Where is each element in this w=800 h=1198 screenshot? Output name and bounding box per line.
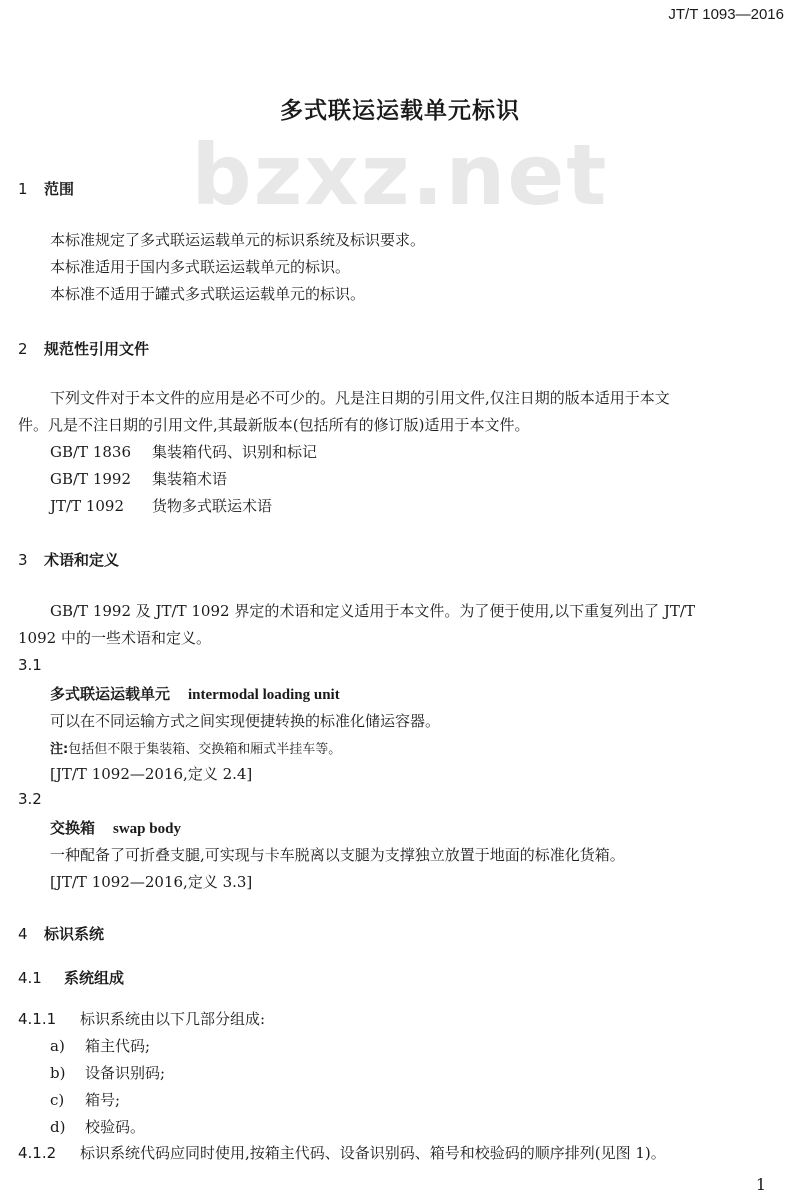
page-number: 1 — [755, 1175, 766, 1194]
term-number: 3.2 — [18, 790, 42, 808]
term-note — [50, 738, 341, 757]
list-text: 箱主代码; — [85, 1037, 151, 1055]
list-marker: b) — [50, 1064, 66, 1082]
term-chinese: 交换箱 — [50, 819, 96, 837]
section-1-heading — [18, 178, 74, 199]
section-4-heading — [18, 923, 104, 944]
term-definition: 可以在不同运输方式之间实现便捷转换的标准化储运容器。 — [50, 712, 441, 730]
section-number: 4 — [18, 925, 28, 943]
section-2-heading — [18, 338, 149, 359]
reference-item — [50, 468, 227, 489]
list-item — [50, 1062, 165, 1083]
paragraph: GB/T 1992 及 JT/T 1092 界定的术语和定义适用于本文件。为了便于使用,以下重复列出了 JT/T — [50, 602, 695, 620]
clause-text: 标识系统代码应同时使用,按箱主代码、设备识别码、箱号和校验码的顺序排列(见图 1)。 — [80, 1144, 666, 1162]
section-number: 3 — [18, 551, 28, 569]
section-title: 标识系统 — [44, 925, 105, 943]
list-text: 箱号; — [85, 1091, 121, 1109]
list-item — [50, 1116, 145, 1137]
reference-code: GB/T 1992 — [50, 470, 132, 488]
paragraph: 本标准不适用于罐式多式联运运载单元的标识。 — [50, 285, 366, 303]
term-heading — [50, 817, 181, 838]
clause-4-1-2 — [18, 1142, 666, 1163]
list-marker: c) — [50, 1091, 65, 1109]
paragraph: 本标准适用于国内多式联运运载单元的标识。 — [50, 258, 351, 276]
section-number: 2 — [18, 340, 28, 358]
subsection-number: 4.1 — [18, 969, 42, 987]
term-source: [JT/T 1092—2016,定义 2.4] — [50, 765, 253, 783]
reference-code: GB/T 1836 — [50, 443, 132, 461]
reference-title: 货物多式联运术语 — [152, 497, 273, 515]
clause-4-1-1 — [18, 1008, 265, 1029]
watermark: bzxz.net — [191, 126, 609, 224]
document-title: 多式联运运载单元标识 — [280, 98, 520, 124]
section-title: 规范性引用文件 — [44, 340, 150, 358]
subsection-title: 系统组成 — [64, 969, 125, 987]
section-number: 1 — [18, 180, 28, 198]
reference-item — [50, 441, 317, 462]
list-text: 校验码。 — [85, 1118, 146, 1136]
term-definition: 一种配备了可折叠支腿,可实现与卡车脱离以支腿为支撑独立放置于地面的标准化货箱。 — [50, 846, 625, 864]
term-english: swap body — [113, 821, 181, 837]
section-title: 术语和定义 — [44, 551, 120, 569]
reference-item — [50, 495, 272, 516]
section-3-heading — [18, 549, 119, 570]
list-text: 设备识别码; — [85, 1064, 166, 1082]
paragraph: 本标准规定了多式联运运载单元的标识系统及标识要求。 — [50, 231, 426, 249]
term-heading — [50, 683, 340, 704]
term-number: 3.1 — [18, 656, 42, 674]
note-text: 包括但不限于集装箱、交换箱和厢式半挂车等。 — [68, 742, 342, 757]
reference-title: 集装箱代码、识别和标记 — [152, 443, 318, 461]
subsection-4-1-heading — [18, 967, 124, 988]
term-chinese: 多式联运运载单元 — [50, 685, 171, 703]
clause-number: 4.1.2 — [18, 1144, 57, 1162]
term-source: [JT/T 1092—2016,定义 3.3] — [50, 873, 253, 891]
clause-number: 4.1.1 — [18, 1010, 57, 1028]
paragraph: 件。凡是不注日期的引用文件,其最新版本(包括所有的修订版)适用于本文件。 — [18, 416, 530, 434]
list-marker: d) — [50, 1118, 66, 1136]
section-title: 范围 — [44, 180, 75, 198]
list-marker: a) — [50, 1037, 65, 1055]
list-item — [50, 1089, 120, 1110]
note-label: 注: — [50, 742, 69, 757]
reference-code: JT/T 1092 — [50, 497, 125, 515]
term-english: intermodal loading unit — [188, 687, 340, 703]
clause-text: 标识系统由以下几部分组成: — [80, 1010, 266, 1028]
paragraph: 下列文件对于本文件的应用是必不可少的。凡是注日期的引用文件,仅注日期的版本适用于本文 — [50, 389, 670, 407]
paragraph: 1092 中的一些术语和定义。 — [18, 629, 211, 647]
reference-title: 集装箱术语 — [152, 470, 228, 488]
list-item — [50, 1035, 150, 1056]
standard-code: JT/T 1093—2016 — [668, 6, 784, 23]
